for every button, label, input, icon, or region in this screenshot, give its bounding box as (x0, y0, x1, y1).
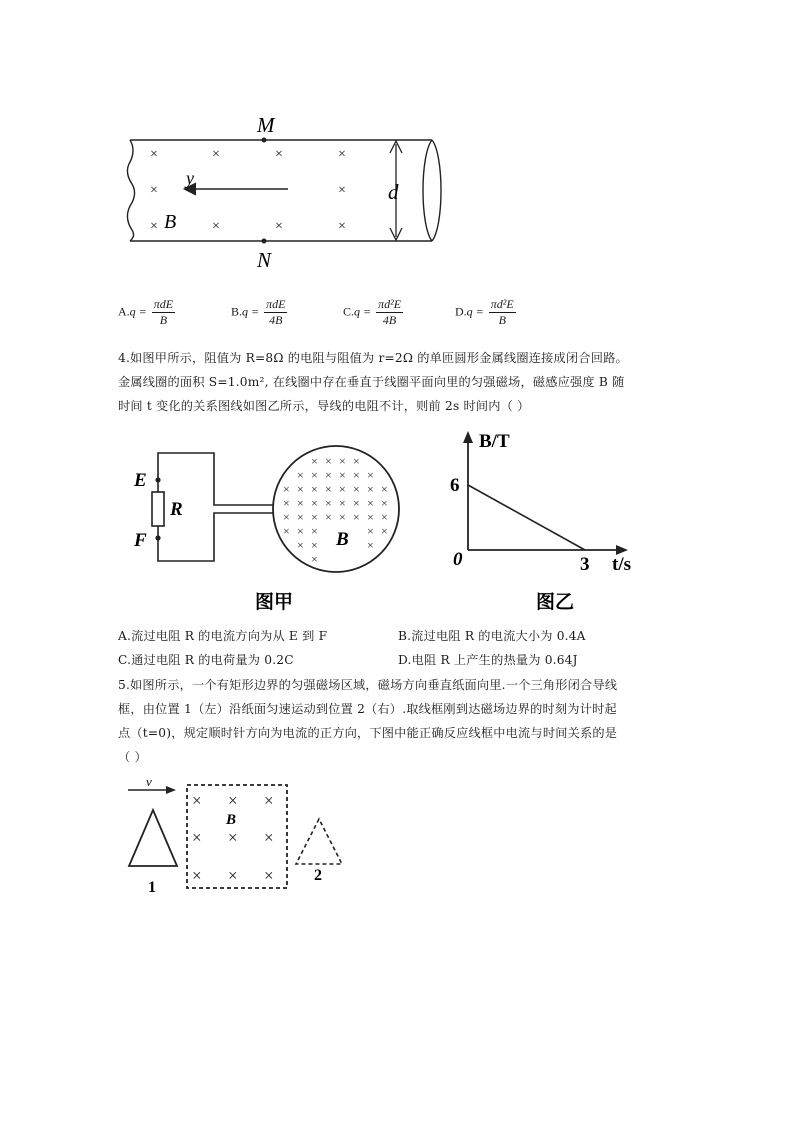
figure-pipe-field (120, 110, 450, 270)
cross: × (297, 482, 304, 496)
label-position-2: 2 (314, 867, 322, 884)
q3-option-a: A.q = $\frac{\text{πdE}}{B}$ (118, 297, 174, 327)
cross: × (311, 510, 318, 524)
cross: × (325, 454, 332, 468)
cross: × (311, 552, 318, 566)
q4-option-a: A.流过电阻 R 的电流方向为从 E 到 F (118, 629, 328, 643)
field-crosses (192, 791, 274, 885)
cross: × (283, 482, 290, 496)
figure-jia-circuit (128, 435, 418, 620)
q5-stem-line4: （ ） (118, 750, 147, 764)
cross: × (264, 866, 274, 885)
wire-bottom (158, 513, 276, 561)
b-t-line (468, 485, 585, 550)
cross: × (367, 510, 374, 524)
resistor-R (152, 492, 164, 526)
cross: × (353, 482, 360, 496)
cross: × (311, 482, 318, 496)
cross: × (339, 510, 346, 524)
label-F: F (134, 530, 147, 551)
cross: × (311, 468, 318, 482)
q4-option-d: D.电阻 R 上产生的热量为 0.64J (398, 653, 578, 667)
cross: × (297, 468, 304, 482)
label-E: E (134, 470, 147, 491)
cross: × (381, 510, 388, 524)
cross: × (283, 510, 290, 524)
cross: × (228, 866, 238, 885)
cross: × (311, 538, 318, 552)
cross: × (275, 147, 283, 162)
cross: × (339, 482, 346, 496)
cross: × (311, 524, 318, 538)
figure-triangle-field (120, 780, 360, 910)
cross: × (339, 496, 346, 510)
label-M: M (257, 113, 275, 137)
cross: × (353, 468, 360, 482)
q5-stem-line3: 点（t=0)，规定顺时针方向为电流的正方向，下图中能正确反应线框中电流与时间关系的是 (118, 726, 618, 740)
label-position-1: 1 (148, 879, 156, 896)
cross: × (264, 791, 274, 810)
triangle-position-2 (296, 819, 342, 864)
x-tick-label: 3 (580, 554, 590, 575)
cross: × (353, 510, 360, 524)
y-axis-label: B/T (479, 431, 510, 452)
cross: × (339, 468, 346, 482)
cross: × (367, 538, 374, 552)
label-R: R (170, 499, 183, 520)
wire-top (158, 453, 276, 505)
cross: × (212, 219, 220, 234)
pipe-right-end (423, 140, 432, 241)
triangle-position-1 (129, 810, 177, 866)
x-axis-label: t/s (612, 554, 631, 575)
q3-option-d: D.q = $\frac{\text{πd²E}}{B}$ (455, 297, 514, 327)
cross: × (297, 538, 304, 552)
cross: × (367, 482, 374, 496)
cross: × (311, 454, 318, 468)
cross: × (297, 496, 304, 510)
label-d: d (388, 180, 399, 204)
cross: × (150, 147, 158, 162)
cross: × (283, 524, 290, 538)
cross: × (325, 482, 332, 496)
label-v: v (146, 780, 152, 789)
label-B: B (336, 529, 349, 550)
cross: × (192, 866, 202, 885)
cross: × (275, 219, 283, 234)
q3-option-b: B.q = $\frac{\text{πdE}}{4B}$ (231, 297, 286, 327)
q4-option-b: B.流过电阻 R 的电流大小为 0.4A (398, 629, 586, 643)
label-B: B (226, 812, 237, 828)
cross: × (192, 828, 202, 847)
cross: × (338, 183, 346, 198)
origin-label: 0 (453, 549, 463, 570)
cross: × (297, 510, 304, 524)
cross: × (228, 828, 238, 847)
cross: × (150, 219, 158, 234)
figure-yi-graph (440, 425, 650, 620)
terminal-F (155, 535, 160, 540)
cross: × (228, 791, 238, 810)
field-crosses (150, 147, 346, 234)
y-axis-arrow (463, 431, 473, 443)
q5-stem-line1: 5.如图所示，一个有矩形边界的匀强磁场区域，磁场方向垂直纸面向里.一个三角形闭合导线 (118, 678, 618, 692)
cross: × (367, 468, 374, 482)
y-tick-label: 6 (450, 475, 460, 496)
cross: × (325, 510, 332, 524)
q5-stem-line2: 框，由位置 1（左）沿纸面匀速运动到位置 2（右）.取线框刚到达磁场边界的时刻为计时起 (118, 702, 617, 716)
caption-jia: 图甲 (255, 591, 294, 613)
cross: × (338, 147, 346, 162)
cross: × (283, 496, 290, 510)
cross: × (297, 524, 304, 538)
q4-option-c: C.通过电阻 R 的电荷量为 0.2C (118, 653, 294, 667)
cross: × (353, 454, 360, 468)
cross: × (264, 828, 274, 847)
cross: × (367, 524, 374, 538)
cross: × (367, 496, 374, 510)
cross: × (325, 496, 332, 510)
q3-option-c: C.q = $\frac{\text{πd²E}}{4B}$ (343, 297, 402, 327)
terminal-E (155, 477, 160, 482)
point-N (262, 239, 267, 244)
label-y: y (186, 168, 194, 188)
q4-stem-line3: 时间 t 变化的关系图线如图乙所示，导线的电阻不计，则前 2s 时间内（ ） (118, 399, 530, 413)
label-N: N (257, 248, 272, 270)
cross: × (325, 468, 332, 482)
q4-stem-line2: 金属线圈的面积 S=1.0m², 在线圈中存在垂直于线圈平面向里的匀强磁场，磁感应强度 B 随 (118, 375, 625, 389)
caption-yi: 图乙 (536, 591, 575, 613)
cross: × (212, 147, 220, 162)
cross: × (353, 496, 360, 510)
q4-stem-line1: 4.如图甲所示，阻值为 R=8Ω 的电阻与阻值为 r=2Ω 的单匝圆形金属线圈连接成闭合回路。 (118, 351, 628, 365)
cross: × (381, 524, 388, 538)
point-M (262, 138, 267, 143)
cross: × (338, 219, 346, 234)
cross: × (339, 454, 346, 468)
label-B: B (164, 211, 177, 233)
cross: × (381, 496, 388, 510)
cross: × (381, 482, 388, 496)
pipe-left-break (127, 140, 134, 241)
cross: × (150, 183, 158, 198)
cross: × (311, 496, 318, 510)
cross: × (192, 791, 202, 810)
